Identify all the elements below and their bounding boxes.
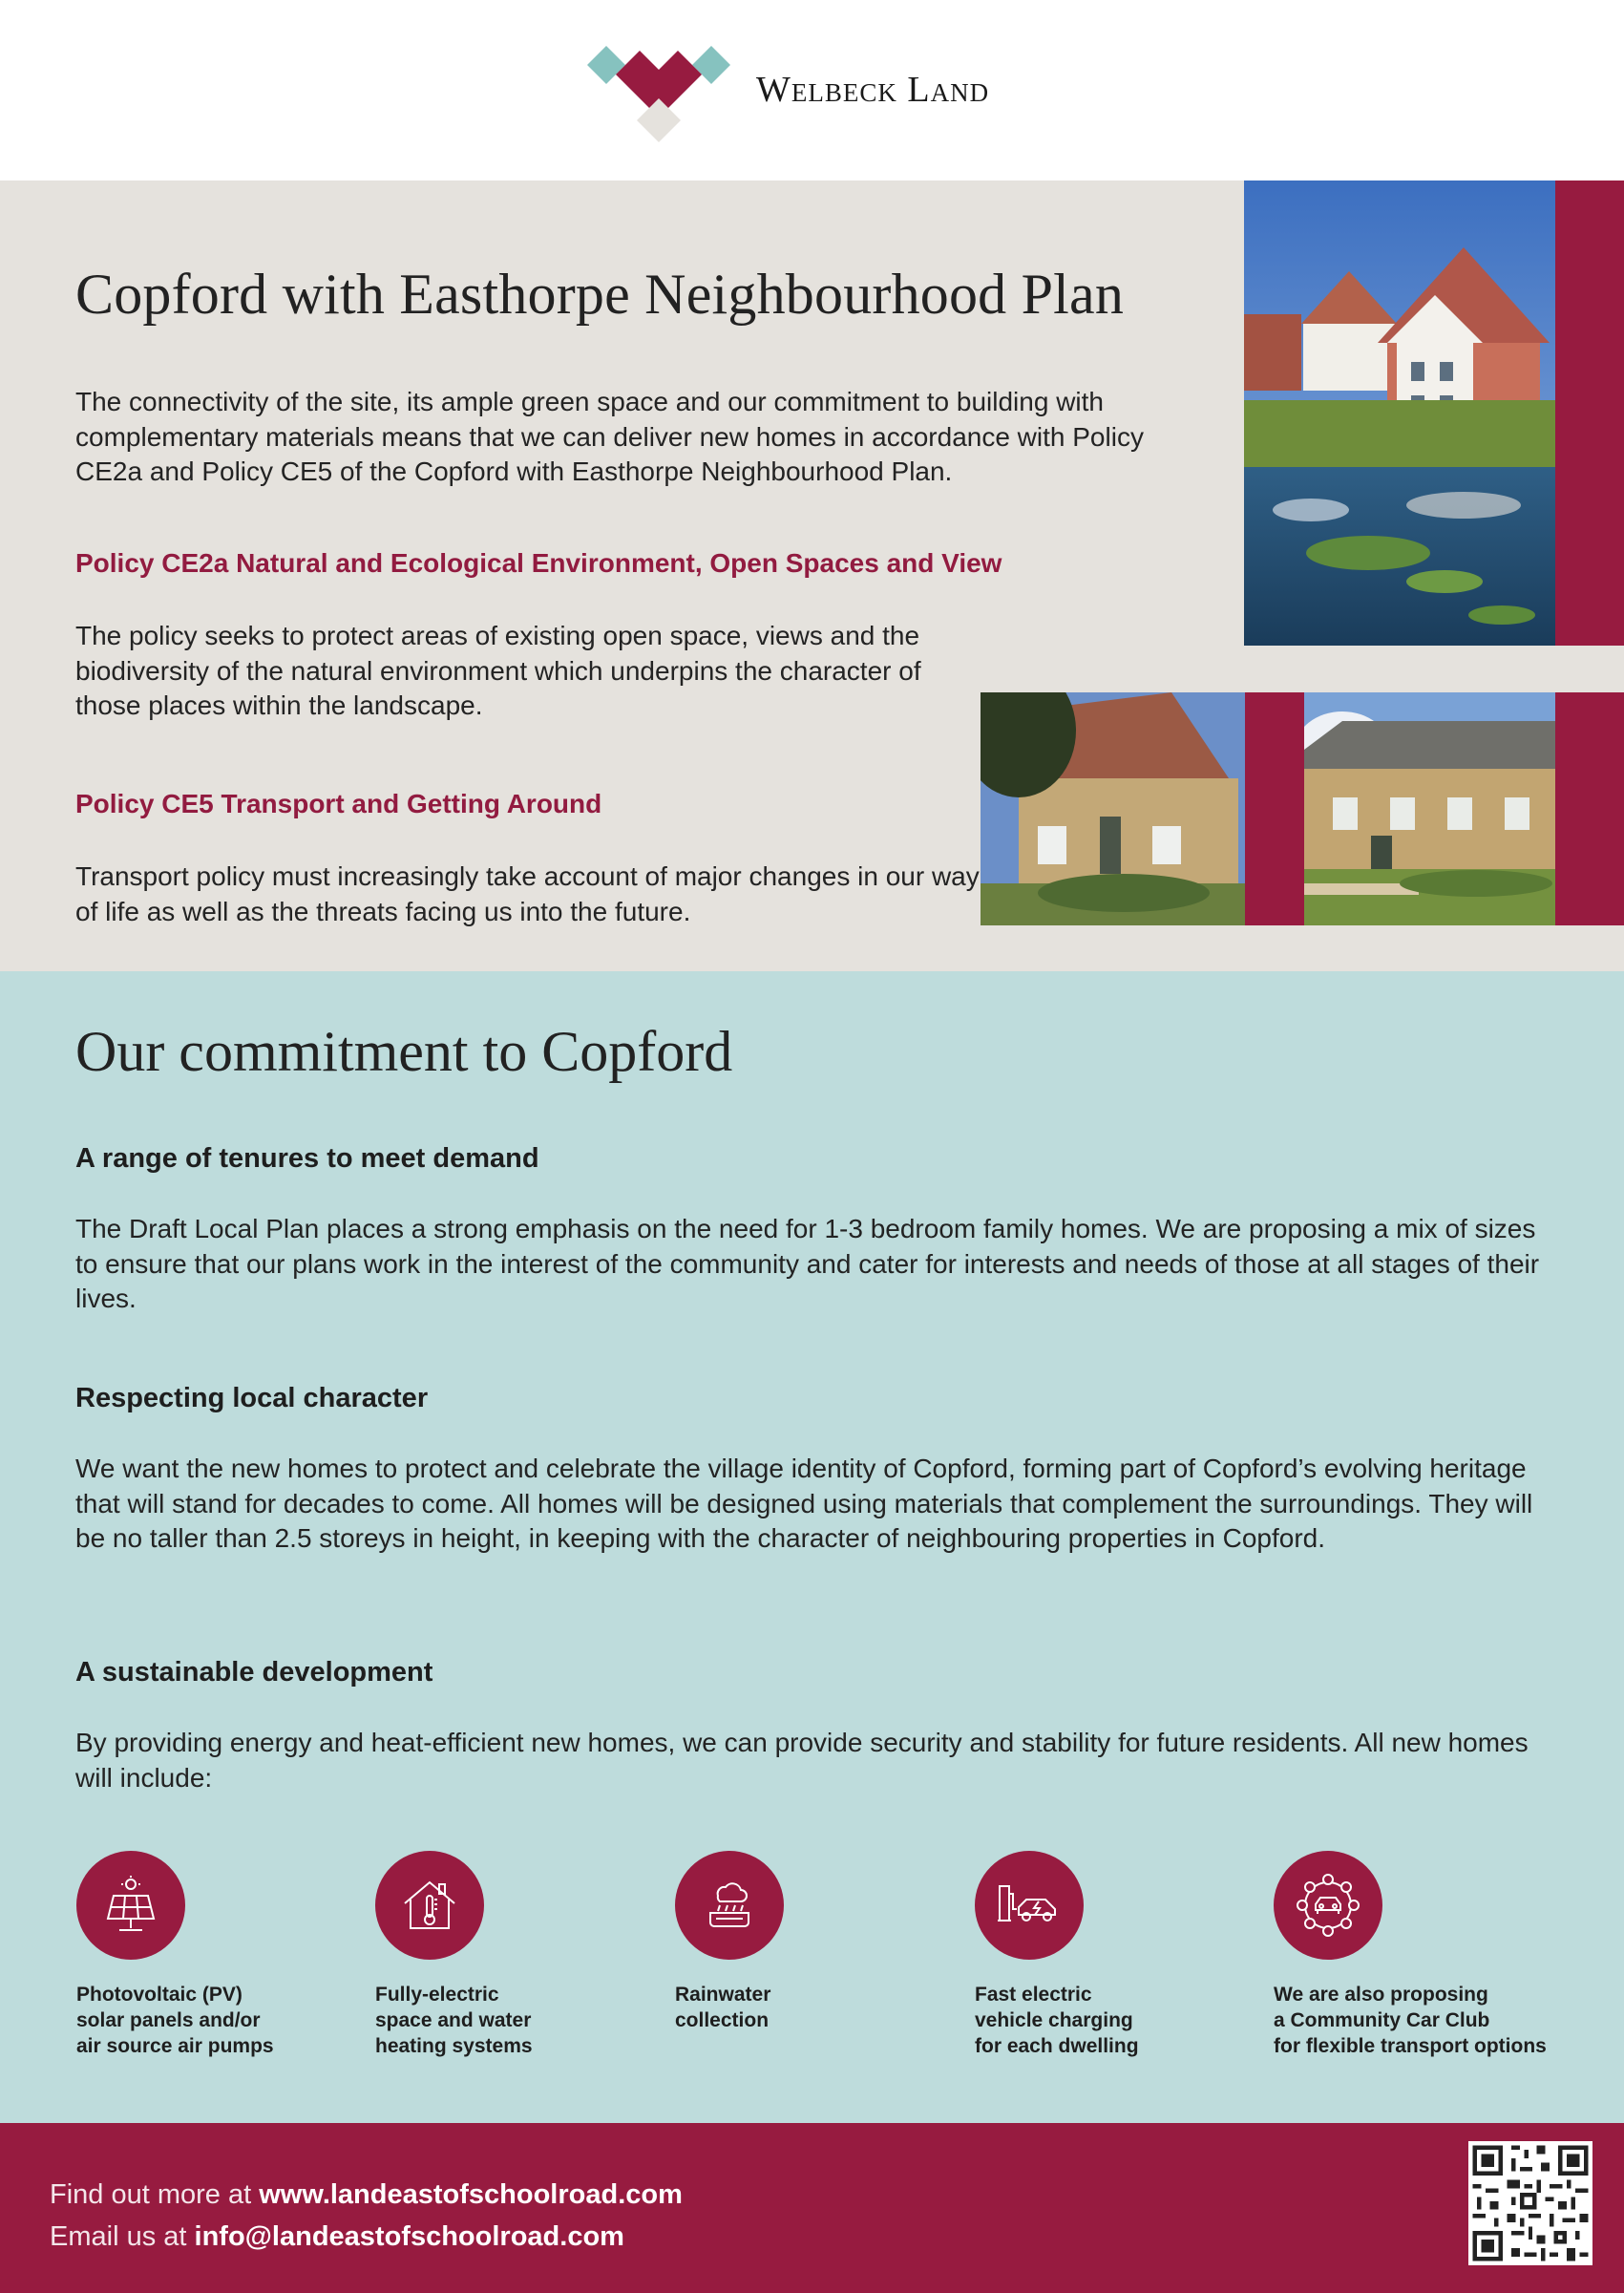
crimson-band <box>1555 692 1624 925</box>
manor-house-photo <box>1304 692 1555 925</box>
brand-name: Welbeck Land <box>756 70 990 110</box>
feature-label: Photovoltaic (PV) solar panels and/or air source air pumps <box>76 1984 274 2057</box>
car-club-icon <box>1274 1851 1382 1960</box>
plan-intro: The connectivity of the site, its ample green space and our commitment to building with complementary materials means that we can deliver new homes in accordance with Policy CE2a and Policy CE5 of the Copford with Easthorpe Neighbourhood Plan. <box>75 387 1144 486</box>
welbeck-logo-icon <box>587 46 730 143</box>
policy-ce5-heading: Policy CE5 Transport and Getting Around <box>75 789 602 818</box>
ev-charging-icon <box>975 1851 1084 1960</box>
heated-home-icon <box>375 1851 484 1960</box>
qr-code-icon[interactable] <box>1468 2141 1592 2265</box>
crimson-band <box>1245 692 1304 925</box>
website-link[interactable]: www.landeastofschoolroad.com <box>259 2179 683 2210</box>
feature-solar <box>76 1851 382 2059</box>
commitment-section <box>0 971 1624 2123</box>
feature-label: Fully-electric space and water heating systems <box>375 1984 533 2057</box>
footer-website-line <box>50 2179 683 2211</box>
footer-website-prefix: Find out more at <box>50 2179 252 2210</box>
email-link[interactable]: info@landeastofschoolroad.com <box>194 2221 624 2252</box>
crimson-band <box>1555 180 1624 646</box>
tenures-heading: A range of tenures to meet demand <box>75 1143 539 1174</box>
policy-ce2a-heading: Policy CE2a Natural and Ecological Environment, Open Spaces and View <box>75 548 1002 578</box>
header <box>0 0 1624 180</box>
feature-ev-charging <box>975 1851 1280 2059</box>
pond-houses-photo <box>1244 180 1555 646</box>
feature-label: Rainwater collection <box>675 1984 771 2031</box>
character-heading: Respecting local character <box>75 1383 429 1413</box>
feature-car-club <box>1274 1851 1579 2059</box>
rainwater-icon <box>675 1851 784 1960</box>
feature-heating <box>375 1851 681 2059</box>
sustainable-text: By providing energy and heat-efficient new homes, we can provide security and stability for future residents. All new homes will include: <box>75 1728 1529 1793</box>
footer-email-line <box>50 2221 624 2253</box>
tenures-text: The Draft Local Plan places a strong emphasis on the need for 1-3 bedroom family homes. We are proposing a mix of sizes to ensure that our plans work in the interest of the community and cater for interests and needs of those at all stages of their lives. <box>75 1214 1540 1313</box>
commitment-title: Our commitment to Copford <box>75 1020 733 1083</box>
policy-ce5-text: Transport policy must increasingly take account of major changes in our way of life as well as the threats facing us into the future. <box>75 861 980 926</box>
footer-email-prefix: Email us at <box>50 2221 187 2252</box>
footer <box>0 2123 1624 2293</box>
feature-label: We are also proposing a Community Car Club for flexible transport options <box>1274 1984 1547 2057</box>
policy-ce2a-text: The policy seeks to protect areas of existing open space, views and the biodiversity of the natural environment which underpins the character of those places within the landscape. <box>75 621 921 720</box>
stone-house-photo <box>981 692 1245 925</box>
character-text: We want the new homes to protect and celebrate the village identity of Copford, forming part of Copford’s evolving heritage that will stand for decades to come. All homes will be designed using materials that complement the surroundings. They will be no taller than 2.5 storeys in height, in keeping with the character of neighbouring properties in Copford. <box>75 1454 1533 1553</box>
sustainable-heading: A sustainable development <box>75 1657 433 1688</box>
feature-rainwater <box>675 1851 981 2033</box>
solar-panel-icon <box>76 1851 185 1960</box>
plan-title: Copford with Easthorpe Neighbourhood Plan <box>75 263 1125 326</box>
feature-label: Fast electric vehicle charging for each dwelling <box>975 1984 1139 2057</box>
